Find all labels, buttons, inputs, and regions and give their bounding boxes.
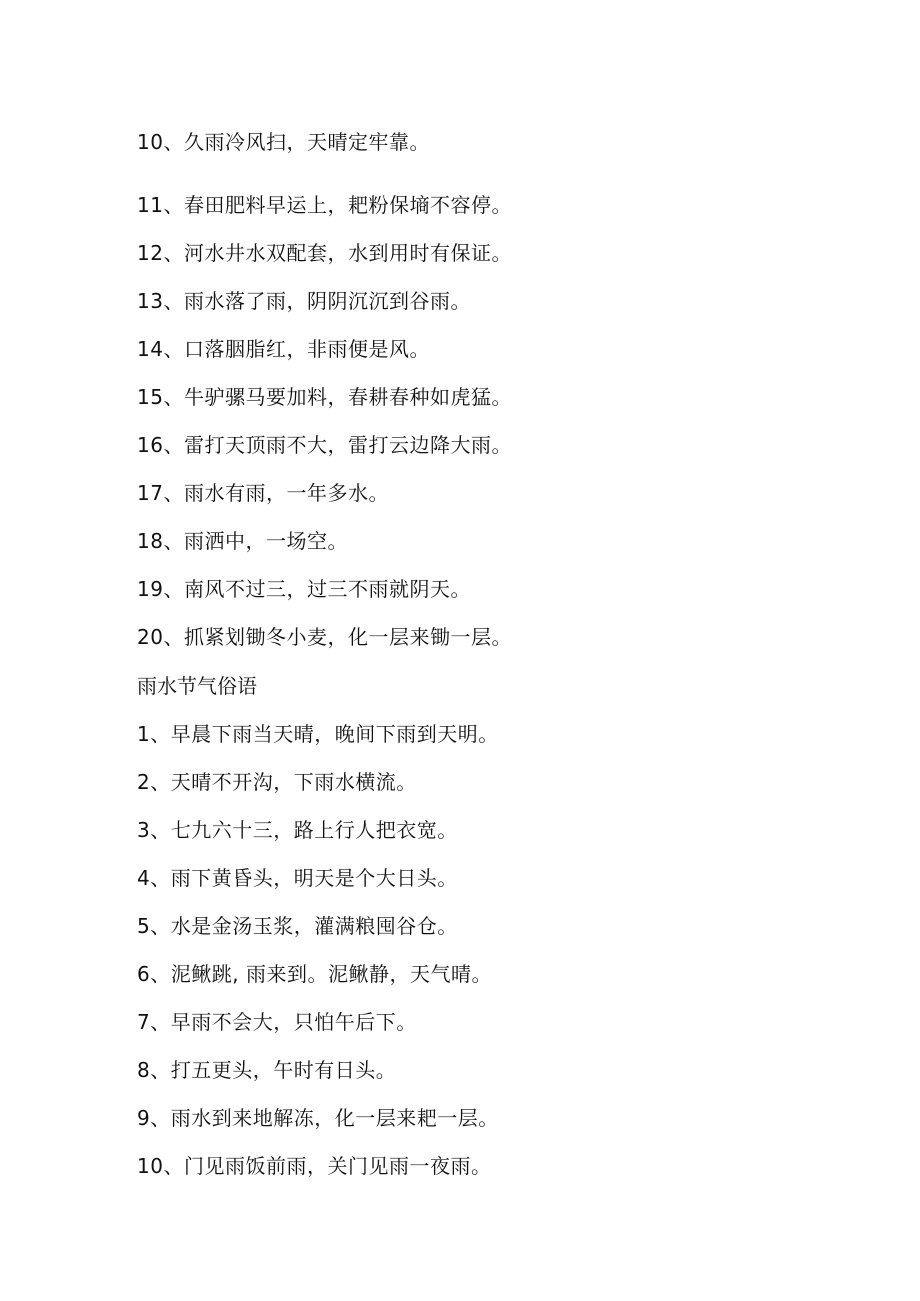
- proverb-line: 19、南风不过三，过三不雨就阴天。: [137, 577, 471, 601]
- proverb-line: 14、口落胭脂红，非雨便是风。: [137, 337, 430, 361]
- section-heading: 雨水节气俗语: [137, 674, 257, 698]
- proverb-line: 1、早晨下雨当天晴，晚间下雨到天明。: [137, 722, 499, 746]
- proverb-line: 8、打五更头，午时有日头。: [137, 1058, 397, 1082]
- proverb-line: 18、雨洒中，一场空。: [137, 529, 348, 553]
- proverb-line: 12、河水井水双配套，水到用时有保证。: [137, 241, 512, 265]
- proverb-line: 11、春田肥料早运上，耙粉保墒不容停。: [137, 193, 512, 217]
- proverb-line: 6、泥鳅跳, 雨来到。泥鳅静，天气晴。: [137, 962, 492, 986]
- proverb-line: 2、天晴不开沟，下雨水横流。: [137, 770, 417, 794]
- proverb-line: 16、雷打天顶雨不大，雷打云边降大雨。: [137, 433, 512, 457]
- proverb-line: 13、雨水落了雨，阴阴沉沉到谷雨。: [137, 289, 471, 313]
- proverb-line: 15、牛驴骡马要加料，春耕春种如虎猛。: [137, 385, 512, 409]
- proverb-line: 9、雨水到来地解冻，化一层来耙一层。: [137, 1106, 499, 1130]
- proverb-line: 17、雨水有雨，一年多水。: [137, 481, 389, 505]
- proverb-line: 20、抓紧划锄冬小麦，化一层来锄一层。: [137, 625, 512, 649]
- proverb-line: 4、雨下黄昏头，明天是个大日头。: [137, 866, 458, 890]
- proverb-line: 5、水是金汤玉浆，灌满粮囤谷仓。: [137, 914, 458, 938]
- proverb-line: 3、七九六十三，路上行人把衣宽。: [137, 818, 458, 842]
- proverb-line: 7、早雨不会大，只怕午后下。: [137, 1010, 417, 1034]
- proverb-line: 10、久雨冷风扫，天晴定牢靠。: [137, 130, 430, 154]
- proverb-line: 10、门见雨饭前雨，关门见雨一夜雨。: [137, 1154, 492, 1178]
